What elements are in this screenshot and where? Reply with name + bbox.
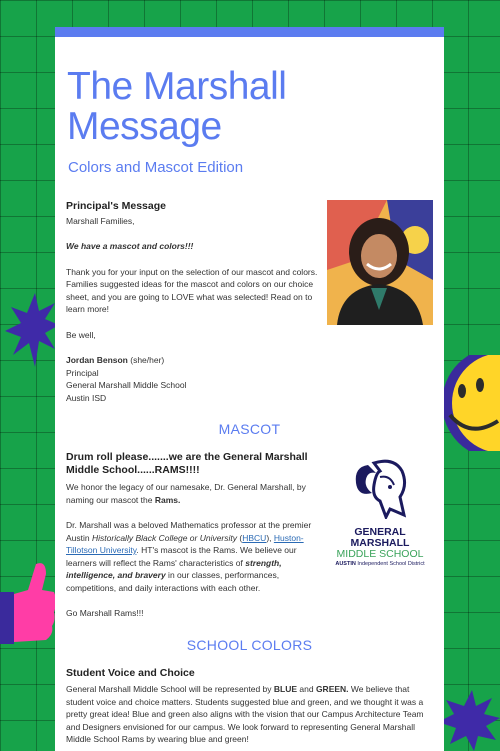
principal-portrait-image — [327, 200, 433, 325]
hbcu-link[interactable]: HBCU — [242, 532, 267, 543]
announcement: We have a mascot and colors!!! — [66, 241, 194, 251]
principal-body: Thank you for your input on the selection of our mascot and colors. Families suggested ideas for the mascot and colors on our choice sheet, and you are going to LOVE what was selected! Read on to learn more! — [66, 266, 318, 314]
district-name: Austin ISD — [66, 392, 107, 403]
logo-school-name: GENERAL MARSHALL — [350, 525, 410, 549]
thumbs-up-decoration — [0, 560, 56, 650]
newsletter-title: The Marshall Message — [67, 65, 287, 148]
pronouns: (she/her) — [127, 355, 165, 365]
mascot-paragraph-1: We honor the legacy of our namesake, Dr. General Marshall, by naming our mascot the Rams. — [66, 482, 306, 505]
starburst-decoration — [5, 293, 59, 367]
principal-heading: Principal's Message — [66, 200, 166, 212]
mascot-section — [55, 451, 444, 620]
colors-section-title: SCHOOL COLORS — [186, 636, 313, 653]
mascot-heading: Drum roll please.......we are the General Marshall Middle School......RAMS!!!! — [66, 451, 308, 476]
newsletter-card — [55, 27, 444, 751]
principal-signature — [66, 354, 318, 367]
principal-role: Principal — [66, 367, 99, 378]
ram-logo-icon — [350, 457, 410, 519]
colors-paragraph: General Marshall Middle School will be represented by BLUE and GREEN. We believe that student voice and choice matters. Students suggested blue and green, and we thought it was a pretty great idea! Blue and green also aligns with the vision that our Campus Architecture Team and Designers envisioned for our campus. We look forward to representing General Marshall Middle School Rams by wearing blue and green! — [66, 684, 424, 744]
school-name: General Marshall Middle School — [66, 380, 187, 390]
huston-tillotson-link[interactable]: Huston-Tillotson University — [66, 532, 304, 555]
colors-section — [55, 667, 444, 746]
newsletter-subtitle: Colors and Mascot Edition — [68, 159, 244, 176]
school-logo — [327, 457, 433, 567]
mascot-paragraph-2: Dr. Marshall was a beloved Mathematics professor at the premier Austin Historically Black College or University (HBCU), Huston-Tillotson University. HT's mascot is the Rams. We believe our learners will reflect the Rams' characteristics of strength, intelligence, and bravery in our classes, performances, competitions, and daily interactions with each other. — [66, 520, 312, 593]
smiley-face-decoration — [440, 355, 500, 451]
logo-district: AUSTIN Independent School District — [335, 560, 425, 567]
mascot-paragraph-3: Go Marshall Rams!!! — [66, 608, 144, 618]
colors-heading: Student Voice and Choice — [66, 666, 195, 679]
starburst-decoration — [438, 690, 500, 751]
greeting: Marshall Families, — [66, 215, 135, 226]
principal-name: Jordan Benson — [66, 355, 128, 365]
principal-photo — [327, 200, 433, 325]
accent-bar — [55, 27, 444, 37]
logo-school-type: MIDDLE SCHOOL — [336, 547, 424, 560]
mascot-section-title: MASCOT — [218, 421, 281, 437]
principal-section — [55, 200, 444, 404]
closing: Be well, — [66, 329, 96, 340]
